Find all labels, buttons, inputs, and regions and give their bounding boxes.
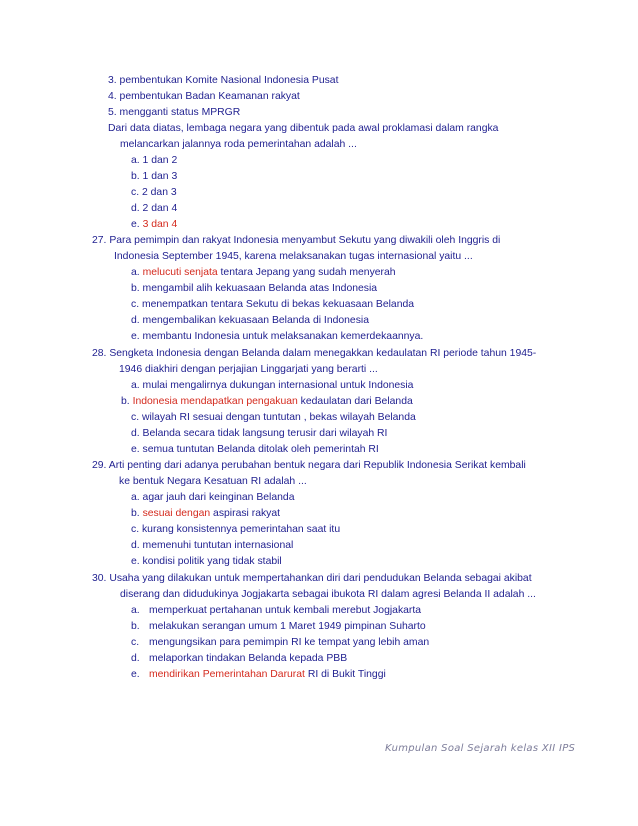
option-prefix: b.: [131, 508, 143, 519]
question-27-text: 27. Para pemimpin dan rakyat Indonesia menyambut Sekutu yang diwakili oleh Inggris di: [92, 235, 501, 246]
question-28-text: 28. Sengketa Indonesia dengan Belanda dalam menegakkan kedaulatan RI periode tahun 1945-: [92, 348, 537, 359]
option-rest: tentara Jepang yang sudah menyerah: [217, 267, 396, 278]
option-a: a. agar jauh dari keinginan Belanda: [131, 492, 295, 503]
list-item: 5. mengganti status MPRGR: [108, 107, 241, 118]
question-28-text: 1946 diakhiri dengan perjajian Linggarjati yang berarti ...: [119, 364, 378, 375]
option-d: d. memenuhi tuntutan internasional: [131, 540, 294, 551]
option-e: e. semua tuntutan Belanda ditolak oleh pemerintah RI: [131, 444, 379, 455]
question-text: Dari data diatas, lembaga negara yang dibentuk pada awal proklamasi dalam rangka: [108, 123, 499, 134]
option-rest: RI di Bukit Tinggi: [304, 669, 386, 680]
option-text: melaporkan tindakan Belanda kepada PBB: [149, 653, 348, 664]
option-c: c. wilayah RI sesuai dengan tuntutan , bekas wilayah Belanda: [131, 412, 416, 423]
option-b: [121, 396, 413, 408]
option-prefix: b.: [121, 396, 133, 407]
option-c: [131, 637, 429, 649]
option-e: e. kondisi politik yang tidak stabil: [131, 556, 282, 567]
option-e: [131, 669, 386, 681]
option-label: b.: [131, 621, 140, 632]
option-prefix: e.: [131, 219, 143, 230]
option-text: mengungsikan para pemimpin RI ke tempat yang lebih aman: [149, 637, 430, 648]
option-text: melakukan serangan umum 1 Maret 1949 pimpinan Suharto: [149, 621, 426, 632]
question-30-text: diserang dan didudukinya Jogjakarta sebagai ibukota RI dalam agresi Belanda II adalah ...: [120, 589, 536, 600]
option-d: d. Belanda secara tidak langsung terusir dari wilayah RI: [131, 428, 388, 439]
list-item: 4. pembentukan Badan Keamanan rakyat: [108, 91, 300, 102]
option-a: [131, 605, 421, 617]
option-b: [131, 621, 426, 633]
option-b: b. 1 dan 3: [131, 171, 178, 182]
option-e: [131, 219, 177, 231]
option-c: c. kurang konsistennya pemerintahan saat itu: [131, 524, 341, 535]
option-rest: kedaulatan dari Belanda: [297, 396, 413, 407]
question-27-text: Indonesia September 1945, karena melaksanakan tugas internasional yaitu ...: [114, 251, 473, 262]
answer-highlight: Indonesia mendapatkan pengakuan: [132, 396, 298, 407]
option-label: e.: [131, 669, 140, 680]
option-b: [131, 508, 280, 520]
option-b: b. mengambil alih kekuasaan Belanda atas Indonesia: [131, 283, 378, 294]
page-footer: Kumpulan Soal Sejarah kelas XII IPS: [385, 743, 576, 754]
option-label: d.: [131, 653, 140, 664]
answer-highlight: mendirikan Pemerintahan Darurat: [149, 669, 305, 680]
answer-highlight: melucuti senjata: [142, 267, 218, 278]
question-29-text: 29. Arti penting dari adanya perubahan bentuk negara dari Republik Indonesia Serikat kembali: [92, 460, 526, 471]
option-e: e. membantu Indonesia untuk melaksanakan kemerdekaannya.: [131, 331, 424, 342]
option-d: d. mengembalikan kekuasaan Belanda di Indonesia: [131, 315, 369, 326]
option-a: [131, 267, 396, 279]
option-prefix: a.: [131, 267, 143, 278]
option-rest: aspirasi rakyat: [210, 508, 281, 519]
question-text: melancarkan jalannya roda pemerintahan adalah ...: [120, 139, 357, 150]
answer-highlight: sesuai dengan: [142, 508, 211, 519]
option-a: a. mulai mengalirnya dukungan internasional untuk Indonesia: [131, 380, 414, 391]
option-d: [131, 653, 347, 665]
answer-highlight: 3 dan 4: [142, 219, 178, 230]
option-label: c.: [131, 637, 140, 648]
question-29-text: ke bentuk Negara Kesatuan RI adalah ...: [119, 476, 307, 487]
option-text: memperkuat pertahanan untuk kembali merebut Jogjakarta: [149, 605, 422, 616]
option-c: c. menempatkan tentara Sekutu di bekas kekuasaan Belanda: [131, 299, 415, 310]
question-30-text: 30. Usaha yang dilakukan untuk mempertahankan diri dari pendudukan Belanda sebagai akibat: [92, 573, 532, 584]
option-d: d. 2 dan 4: [131, 203, 178, 214]
option-a: a. 1 dan 2: [131, 155, 178, 166]
option-label: a.: [131, 605, 140, 616]
list-item: 3. pembentukan Komite Nasional Indonesia Pusat: [108, 75, 339, 86]
option-c: c. 2 dan 3: [131, 187, 177, 198]
